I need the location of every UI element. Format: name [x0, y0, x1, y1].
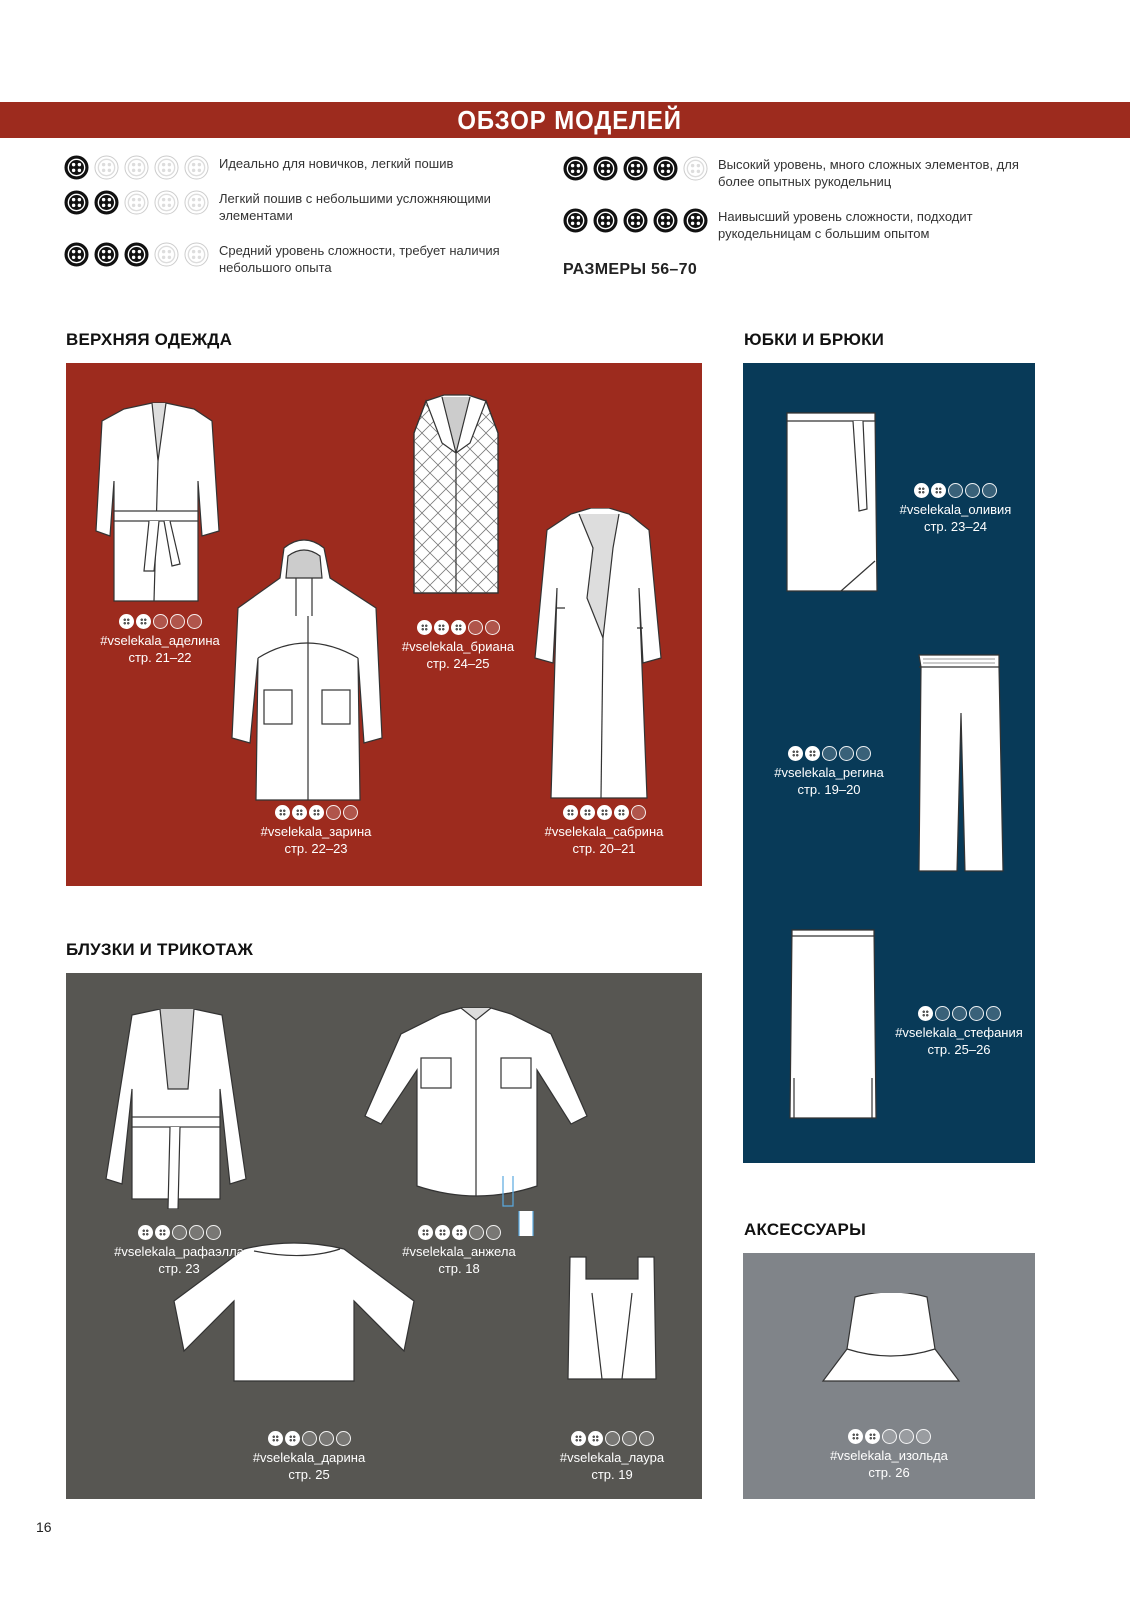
sewing-button-empty-icon	[154, 155, 179, 180]
sewing-button-filled-icon	[124, 242, 149, 267]
hooded-parka-sketch	[226, 538, 386, 803]
difficulty-button-empty-icon	[172, 1225, 187, 1240]
sewing-button-filled-icon	[653, 208, 678, 233]
legend-text: Средний уровень сложности, требует наличия небольшого опыта	[219, 243, 500, 275]
difficulty-button-empty-icon	[882, 1429, 897, 1444]
legend-text: Высокий уровень, много сложных элементов, для более опытных рукодельниц	[718, 157, 1019, 189]
difficulty-button-empty-icon	[302, 1431, 317, 1446]
difficulty-button-empty-icon	[468, 620, 483, 635]
difficulty-button-empty-icon	[326, 805, 341, 820]
kimono-jacket-sketch	[102, 1009, 252, 1209]
difficulty-button-empty-icon	[965, 483, 980, 498]
sewing-button-empty-icon	[94, 155, 119, 180]
difficulty-button-empty-icon	[899, 1429, 914, 1444]
product-pages: стр. 21–22	[128, 650, 192, 665]
difficulty-button-filled-icon	[580, 805, 595, 820]
shirt-sketch	[361, 1006, 591, 1236]
difficulty-button-filled-icon	[563, 805, 578, 820]
difficulty-button-empty-icon	[948, 483, 963, 498]
difficulty-button-empty-icon	[336, 1431, 351, 1446]
difficulty-button-empty-icon	[605, 1431, 620, 1446]
difficulty-buttons	[563, 208, 708, 233]
legend-text: Легкий пошив с небольшими усложняющими элементами	[219, 191, 491, 223]
product-tag: #vselekala_изольда	[830, 1448, 948, 1463]
difficulty-button-filled-icon	[136, 614, 151, 629]
difficulty-indicator	[234, 1431, 384, 1446]
sewing-button-filled-icon	[593, 156, 618, 181]
product-izolda	[819, 1429, 959, 1481]
difficulty-indicator	[524, 805, 684, 820]
product-sabrina	[524, 805, 684, 857]
difficulty-button-filled-icon	[788, 746, 803, 761]
bucket-hat-sketch	[821, 1293, 961, 1385]
product-darina	[234, 1431, 384, 1483]
difficulty-button-empty-icon	[969, 1006, 984, 1021]
product-tag: #vselekala_лаура	[559, 1450, 665, 1465]
sewing-button-empty-icon	[184, 155, 209, 180]
sewing-button-empty-icon	[154, 242, 179, 267]
difficulty-button-filled-icon	[614, 805, 629, 820]
difficulty-button-empty-icon	[319, 1431, 334, 1446]
legend-level-2	[64, 190, 509, 224]
difficulty-button-filled-icon	[285, 1431, 300, 1446]
product-tag: #vselekala_анжела	[402, 1244, 516, 1259]
difficulty-buttons	[563, 156, 708, 181]
legend-level-3	[64, 242, 509, 276]
sewing-button-empty-icon	[154, 190, 179, 215]
difficulty-button-filled-icon	[918, 1006, 933, 1021]
difficulty-button-filled-icon	[268, 1431, 283, 1446]
product-tag: #vselekala_сабрина	[544, 824, 664, 839]
legend-level-1	[64, 155, 519, 180]
trousers-sketch	[915, 653, 1005, 875]
difficulty-indicator	[236, 805, 396, 820]
difficulty-button-filled-icon	[138, 1225, 153, 1240]
sewing-button-empty-icon	[683, 156, 708, 181]
sewing-button-filled-icon	[94, 242, 119, 267]
sewing-button-filled-icon	[593, 208, 618, 233]
robe-coat-sketch	[94, 401, 224, 606]
product-zarina	[236, 805, 396, 857]
difficulty-button-filled-icon	[571, 1431, 586, 1446]
product-pages: стр. 25	[288, 1467, 330, 1482]
sewing-button-filled-icon	[623, 156, 648, 181]
difficulty-button-filled-icon	[418, 1225, 433, 1240]
page-number: 16	[36, 1519, 52, 1535]
difficulty-button-empty-icon	[839, 746, 854, 761]
sewing-button-filled-icon	[64, 155, 89, 180]
legend-text: Наивысший уровень сложности, подходит рукодельницам с большим опытом	[718, 209, 973, 241]
legend-level-5	[563, 208, 1028, 242]
difficulty-button-filled-icon	[435, 1225, 450, 1240]
section-title-skirts: ЮБКИ И БРЮКИ	[744, 330, 885, 349]
sewing-button-filled-icon	[94, 190, 119, 215]
difficulty-buttons	[64, 190, 209, 215]
difficulty-button-filled-icon	[309, 805, 324, 820]
section-title-blouses: БЛУЗКИ И ТРИКОТАЖ	[66, 940, 254, 959]
product-tag: #vselekala_дарина	[252, 1450, 366, 1465]
difficulty-indicator	[819, 1429, 959, 1444]
product-pages: стр. 18	[438, 1261, 480, 1276]
product-pages: стр. 20–21	[572, 841, 636, 856]
difficulty-buttons	[64, 242, 209, 267]
long-coat-sketch	[531, 508, 666, 803]
product-tag: #vselekala_бриана	[401, 639, 515, 654]
difficulty-button-empty-icon	[982, 483, 997, 498]
difficulty-button-filled-icon	[914, 483, 929, 498]
product-tag: #vselekala_зарина	[260, 824, 372, 839]
sewing-button-empty-icon	[124, 190, 149, 215]
difficulty-button-filled-icon	[452, 1225, 467, 1240]
difficulty-button-filled-icon	[931, 483, 946, 498]
product-rafaella	[104, 1225, 254, 1277]
difficulty-button-empty-icon	[469, 1225, 484, 1240]
difficulty-indicator	[888, 483, 1023, 498]
legend-level-4	[563, 156, 1028, 190]
difficulty-button-filled-icon	[588, 1431, 603, 1446]
difficulty-button-empty-icon	[952, 1006, 967, 1021]
sewing-button-empty-icon	[184, 190, 209, 215]
difficulty-indicator	[388, 620, 528, 635]
product-tag: #vselekala_стефания	[895, 1025, 1023, 1040]
difficulty-button-filled-icon	[155, 1225, 170, 1240]
difficulty-button-empty-icon	[986, 1006, 1001, 1021]
difficulty-buttons	[64, 155, 209, 180]
difficulty-button-filled-icon	[292, 805, 307, 820]
product-tag: #vselekala_оливия	[899, 502, 1012, 517]
difficulty-indicator	[889, 1006, 1029, 1021]
section-title-accessories: АКСЕССУАРЫ	[744, 1220, 866, 1239]
product-pages: стр. 25–26	[927, 1042, 991, 1057]
difficulty-button-empty-icon	[856, 746, 871, 761]
sewing-button-filled-icon	[623, 208, 648, 233]
difficulty-indicator	[542, 1431, 682, 1446]
product-pages: стр. 23–24	[923, 519, 988, 534]
product-regina	[759, 746, 899, 798]
difficulty-button-empty-icon	[343, 805, 358, 820]
sewing-button-filled-icon	[563, 156, 588, 181]
product-pages: стр. 23	[158, 1261, 200, 1276]
difficulty-button-empty-icon	[631, 805, 646, 820]
sewing-button-filled-icon	[563, 208, 588, 233]
product-tag: #vselekala_регина	[774, 765, 884, 780]
difficulty-indicator	[104, 1225, 254, 1240]
difficulty-button-filled-icon	[805, 746, 820, 761]
sizes-label: РАЗМЕРЫ 56–70	[563, 261, 698, 278]
difficulty-button-empty-icon	[153, 614, 168, 629]
difficulty-button-empty-icon	[916, 1429, 931, 1444]
difficulty-button-filled-icon	[434, 620, 449, 635]
sewing-button-filled-icon	[64, 242, 89, 267]
difficulty-button-empty-icon	[935, 1006, 950, 1021]
sewing-button-empty-icon	[184, 242, 209, 267]
difficulty-button-empty-icon	[187, 614, 202, 629]
difficulty-button-empty-icon	[206, 1225, 221, 1240]
product-stefania	[889, 1006, 1029, 1058]
sewing-button-empty-icon	[124, 155, 149, 180]
difficulty-button-filled-icon	[275, 805, 290, 820]
difficulty-button-filled-icon	[451, 620, 466, 635]
difficulty-button-filled-icon	[119, 614, 134, 629]
difficulty-button-empty-icon	[622, 1431, 637, 1446]
product-adelina	[90, 614, 230, 666]
skirts-panel	[743, 363, 1035, 1163]
product-pages: стр. 24–25	[426, 656, 490, 671]
difficulty-button-empty-icon	[639, 1431, 654, 1446]
difficulty-button-empty-icon	[486, 1225, 501, 1240]
difficulty-button-empty-icon	[485, 620, 500, 635]
blouses-panel	[66, 973, 702, 1499]
wrap-skirt-sketch	[783, 411, 883, 596]
product-pages: стр. 22–23	[284, 841, 348, 856]
difficulty-button-empty-icon	[189, 1225, 204, 1240]
tank-top-sketch	[562, 1253, 662, 1383]
difficulty-button-filled-icon	[597, 805, 612, 820]
difficulty-indicator	[90, 614, 230, 629]
difficulty-button-filled-icon	[848, 1429, 863, 1444]
legend-text: Идеально для новичков, легкий пошив	[219, 156, 454, 171]
difficulty-indicator	[759, 746, 899, 761]
difficulty-button-filled-icon	[417, 620, 432, 635]
product-tag: #vselekala_аделина	[100, 633, 220, 648]
difficulty-button-empty-icon	[822, 746, 837, 761]
product-briana	[388, 620, 528, 672]
pencil-skirt-sketch	[788, 928, 878, 1123]
product-pages: стр. 26	[868, 1465, 910, 1480]
sewing-button-filled-icon	[64, 190, 89, 215]
product-laura	[542, 1431, 682, 1483]
product-anzhela	[384, 1225, 534, 1277]
sewing-button-filled-icon	[683, 208, 708, 233]
page-title: ОБЗОР МОДЕЛЕЙ	[457, 105, 682, 135]
outerwear-panel	[66, 363, 702, 886]
accessories-panel	[743, 1253, 1035, 1499]
product-pages: стр. 19–20	[797, 782, 861, 797]
page-title-banner	[0, 102, 1130, 138]
difficulty-button-filled-icon	[865, 1429, 880, 1444]
section-title-outerwear: ВЕРХНЯЯ ОДЕЖДА	[66, 330, 233, 349]
difficulty-indicator	[384, 1225, 534, 1240]
quilted-vest-sketch	[406, 393, 506, 598]
product-tag: #vselekala_рафаэлла	[114, 1244, 244, 1259]
sewing-button-filled-icon	[653, 156, 678, 181]
product-pages: стр. 19	[591, 1467, 633, 1482]
difficulty-button-empty-icon	[170, 614, 185, 629]
product-olivia	[888, 483, 1023, 535]
